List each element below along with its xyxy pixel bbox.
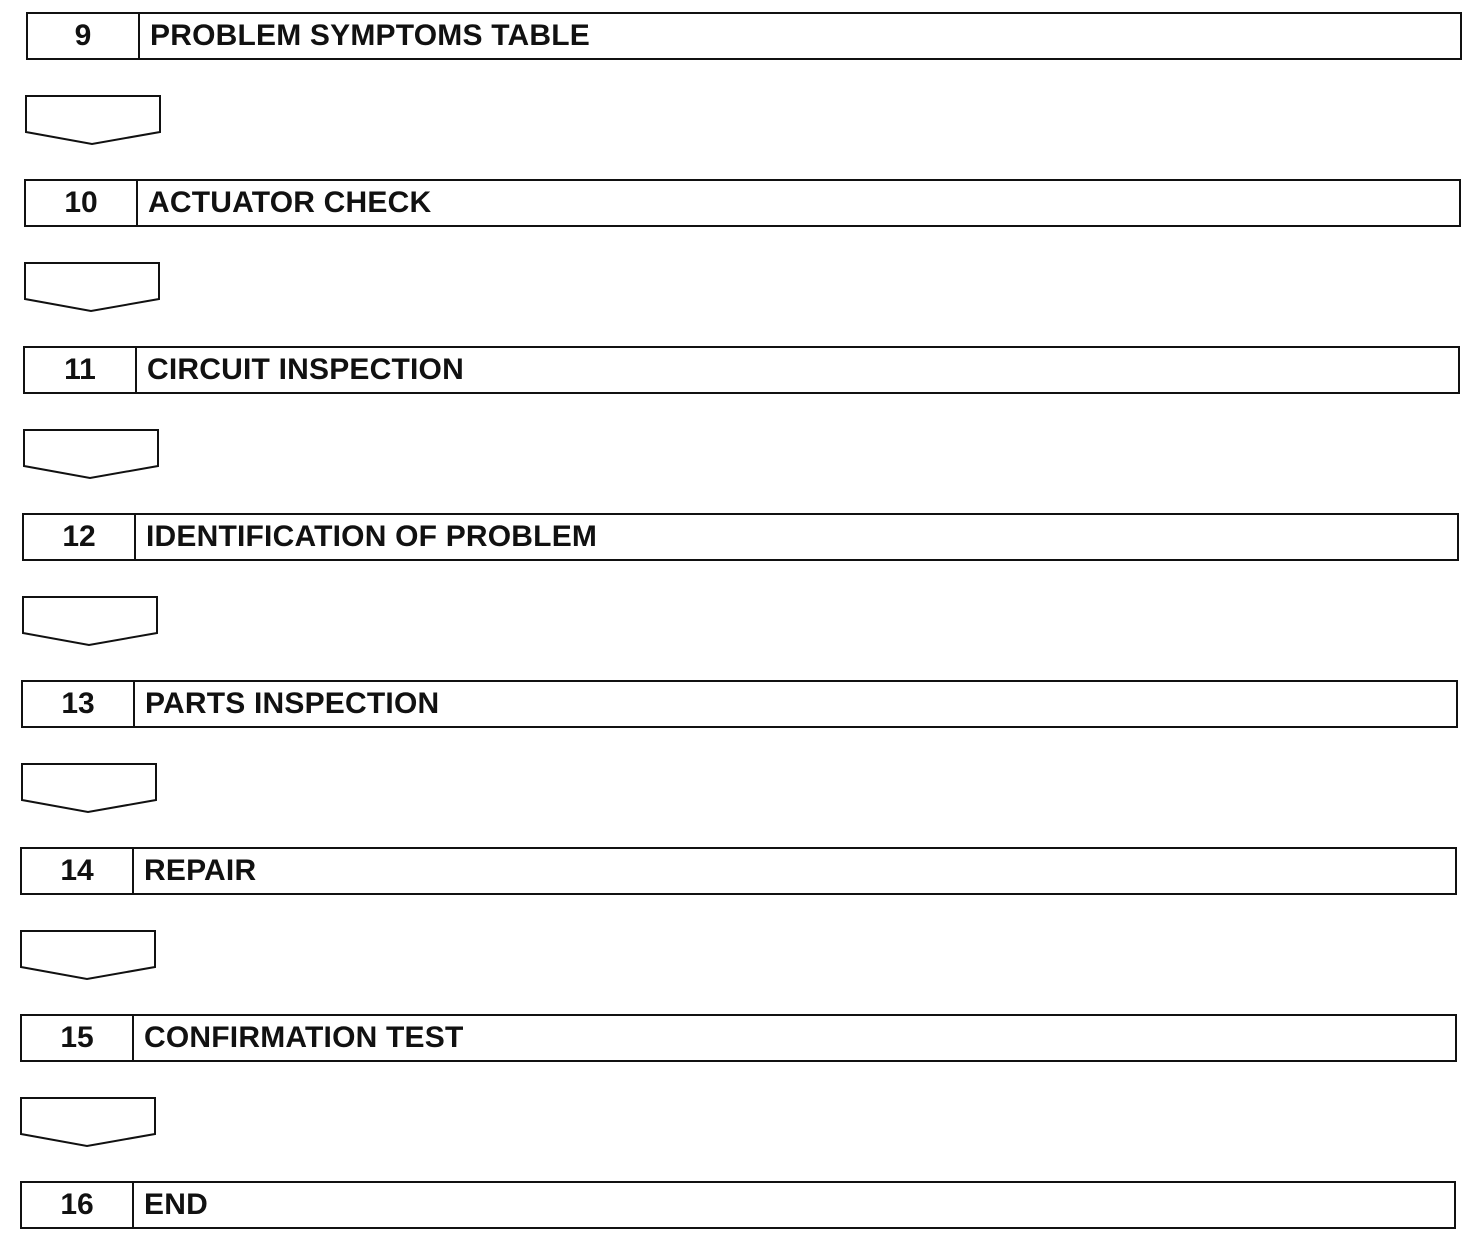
step-number: 12: [24, 515, 136, 559]
step-number: 9: [28, 14, 140, 58]
step-label: REPAIR: [144, 854, 257, 887]
down-arrow-icon: [22, 428, 162, 480]
step-label: IDENTIFICATION OF PROBLEM: [146, 520, 598, 553]
down-arrow-icon: [19, 929, 159, 981]
step-box-13: [21, 680, 1458, 728]
down-arrow-icon: [24, 94, 164, 146]
step-number: 16: [22, 1183, 134, 1227]
step-label: CIRCUIT INSPECTION: [147, 353, 464, 386]
down-arrow-icon: [20, 762, 160, 814]
step-number: 11: [25, 348, 137, 392]
step-box-9: [26, 12, 1462, 60]
step-number: 13: [23, 682, 135, 726]
step-number: 15: [22, 1016, 134, 1060]
step-box-10: [24, 179, 1461, 227]
step-number: 10: [26, 181, 138, 225]
step-box-15: [20, 1014, 1457, 1062]
step-label: ACTUATOR CHECK: [148, 186, 432, 219]
down-arrow-icon: [19, 1096, 159, 1148]
step-box-11: [23, 346, 1460, 394]
down-arrow-icon: [21, 595, 161, 647]
down-arrow-icon: [23, 261, 163, 313]
step-box-14: [20, 847, 1457, 895]
step-label: END: [144, 1188, 208, 1221]
step-label: PARTS INSPECTION: [145, 687, 440, 720]
step-number: 14: [22, 849, 134, 893]
step-label: CONFIRMATION TEST: [144, 1021, 464, 1054]
step-box-16: [20, 1181, 1456, 1229]
step-box-12: [22, 513, 1459, 561]
step-label: PROBLEM SYMPTOMS TABLE: [150, 19, 590, 52]
